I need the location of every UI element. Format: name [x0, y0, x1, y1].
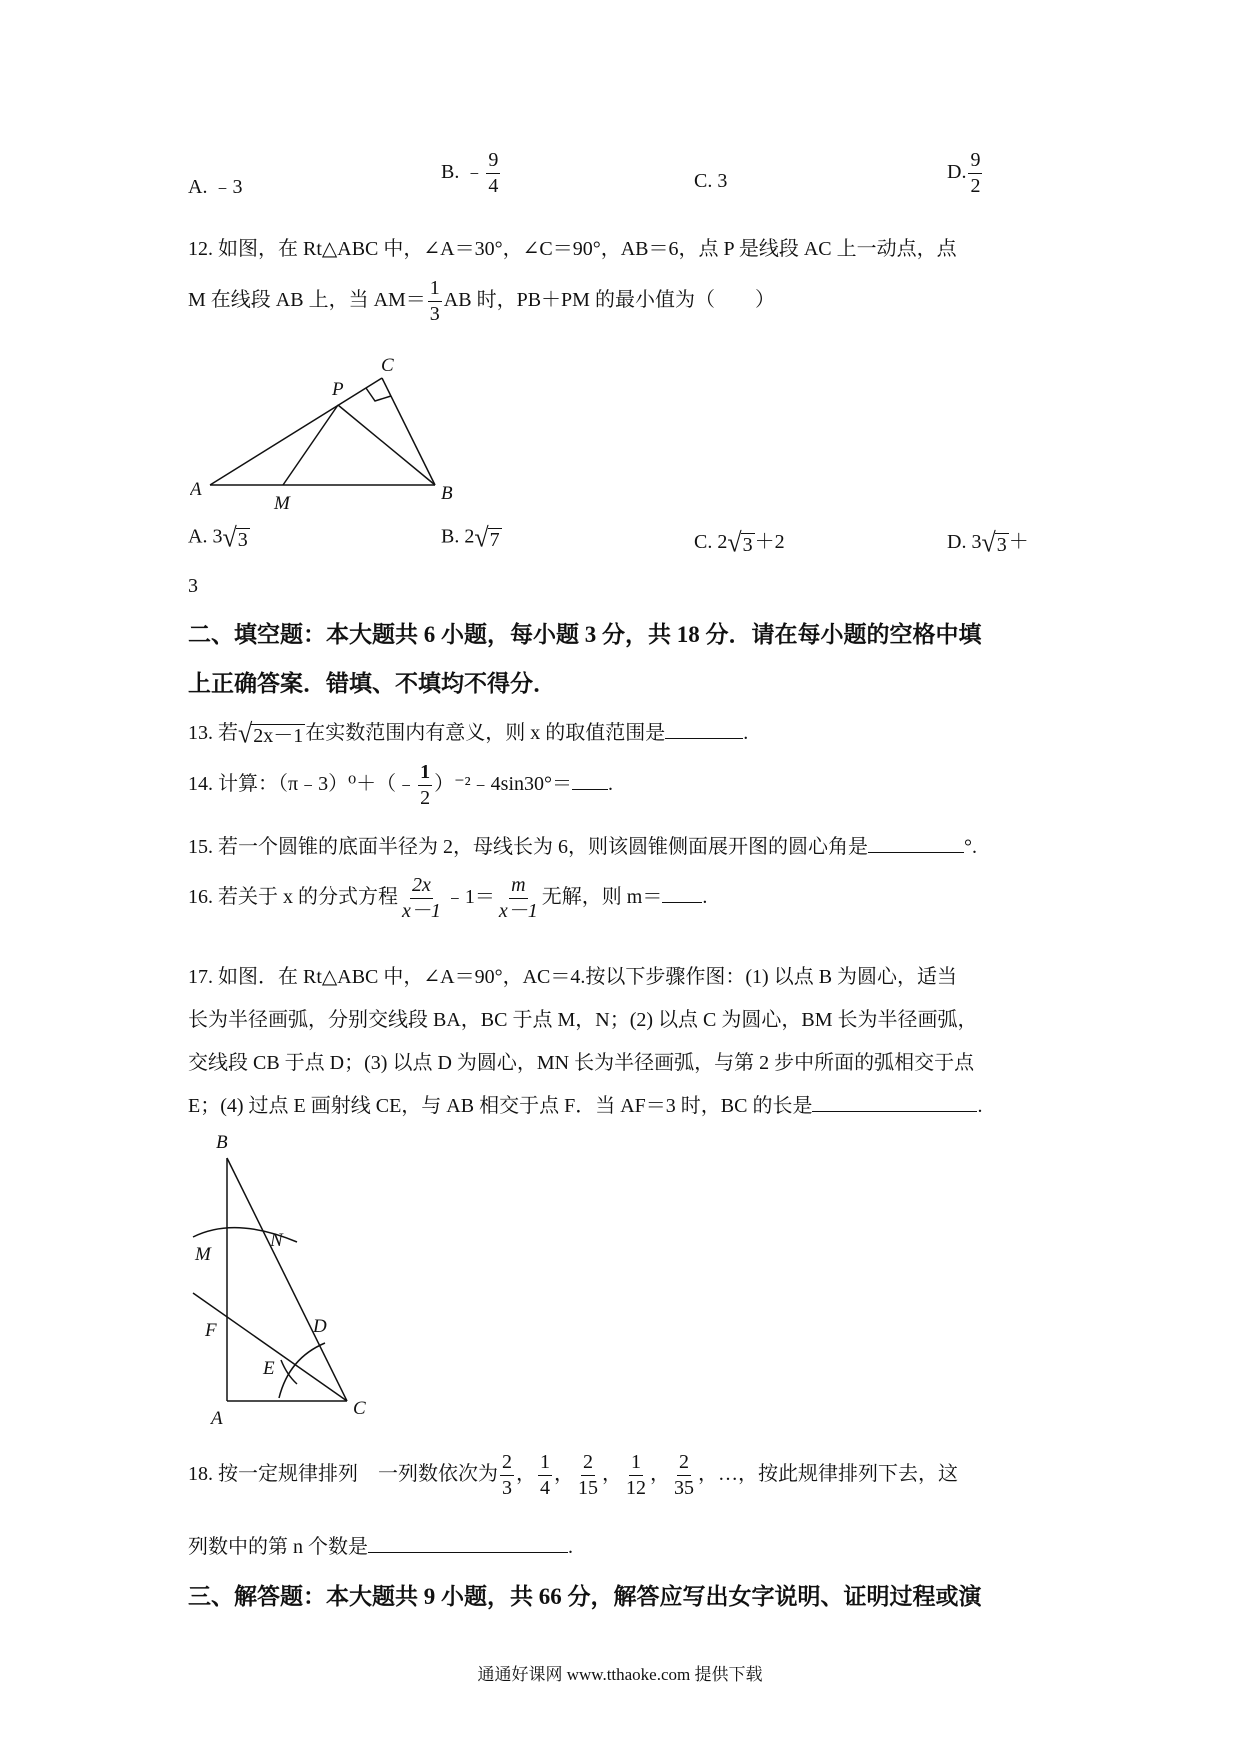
label-m: M: [274, 493, 290, 514]
q12-option-c-post: ＋2: [754, 531, 785, 553]
sqrt: √ 3: [222, 522, 248, 553]
fraction-numerator: m: [509, 875, 527, 899]
q16-mid: ﹣1＝: [444, 886, 495, 909]
fraction-numerator: 2: [677, 1452, 691, 1476]
sqrt: √ 2x－1: [238, 718, 304, 750]
segment-bc: [227, 1158, 347, 1401]
sqrt: √ 7: [474, 522, 500, 553]
q11-option-b-fraction: [486, 150, 500, 197]
answer-blank[interactable]: [368, 1534, 568, 1553]
section-2-heading-line-1: 二、填空题：本大题共 6 小题，每小题 3 分，共 18 分．请在每小题的空格中填: [188, 622, 982, 647]
q18-fraction-3: [576, 1452, 600, 1499]
section-3-heading: 三、解答题：本大题共 9 小题，共 66 分，解答应写出女字说明、证明过程或演: [188, 1584, 982, 1609]
q14-pre: 14. 计算：（π﹣3）⁰＋（﹣: [188, 773, 417, 796]
q16-post: 无解，则 m＝: [541, 886, 663, 909]
fraction-denominator: 4: [540, 1477, 550, 1499]
q18-line-2-text: 列数中的第 n 个数是: [188, 1536, 368, 1558]
fraction-denominator: 3: [502, 1477, 512, 1499]
fraction-numerator: 1: [428, 278, 442, 302]
q12-option-d: [947, 525, 1029, 559]
fraction-numerator: 9: [968, 150, 982, 174]
q12-line-2-pre: M 在线段 AB 上，当 AM＝: [188, 289, 426, 312]
q11-option-b-prefix: B. ﹣: [441, 161, 485, 184]
answer-blank[interactable]: [662, 884, 702, 903]
q12-option-c-pre: C. 2: [694, 531, 728, 553]
q16-fraction-2: [497, 875, 540, 922]
q15: [188, 830, 977, 859]
q17-end: .: [977, 1095, 983, 1117]
q17-line-4: [188, 1089, 982, 1118]
q15-text: 15. 若一个圆锥的底面半径为 2，母线长为 6，则该圆锥侧面展开图的圆心角是: [188, 836, 868, 858]
q13-pre: 13. 若: [188, 722, 238, 744]
q12-fraction: [428, 278, 442, 325]
label-c: C: [353, 1398, 366, 1419]
segment-ac: [210, 378, 382, 485]
segment-pm: [283, 405, 338, 485]
label-m: M: [195, 1244, 211, 1265]
sqrt: √ 3: [981, 527, 1007, 559]
q16-pre: 16. 若关于 x 的分式方程: [188, 886, 398, 909]
fraction-denominator: x－1: [402, 900, 441, 922]
q18-line-1: 18. 按一定规律排列 一列数依次为 $\frac{2}{3}$ ， $\frac{1}{4}$ ， $\frac{2}{15}$ ， $\frac{1}{12}$ ， $\frac{2}{35}$ ，…，按此规律排列下去，这: [188, 1451, 958, 1499]
label-e: E: [263, 1358, 275, 1379]
label-f: F: [205, 1320, 217, 1341]
q18-line-2: [188, 1530, 573, 1559]
fraction-denominator: 4: [488, 175, 499, 197]
sqrt: √ 3: [727, 527, 753, 559]
fraction-denominator: 35: [674, 1477, 694, 1499]
q18-fraction-2: [538, 1452, 552, 1499]
q11-option-a: A. ﹣3: [188, 176, 243, 198]
q12-line-2-post: AB 时，PB＋PM 的最小值为（ ）: [443, 289, 775, 312]
q14-end: .: [608, 773, 614, 796]
answer-blank[interactable]: [665, 720, 743, 739]
fraction-numerator: 2: [581, 1452, 595, 1476]
radicand: 3: [237, 529, 248, 551]
q12-option-d-post: ＋: [1008, 531, 1029, 553]
q14: [188, 762, 613, 809]
label-a: A: [190, 479, 202, 500]
q12-line-2: [188, 278, 775, 325]
q11-option-d: [947, 150, 984, 197]
label-b: B: [216, 1132, 228, 1153]
radicand: 7: [489, 529, 500, 551]
q16-fraction-1: [400, 875, 443, 922]
q18-fraction-5: [672, 1452, 696, 1499]
q18-post: ，…，按此规律排列下去，这: [698, 1463, 958, 1486]
q17-construction-figure: [185, 1128, 385, 1438]
radicand: 3: [996, 534, 1007, 557]
q14-fraction: [418, 762, 432, 809]
q12-line-1: 12. 如图，在 Rt△ABC 中，∠A＝30°，∠C＝90°，AB＝6，点 P 是线段 AC 上一动点，点: [188, 238, 957, 260]
q16-end: .: [702, 886, 708, 909]
q17-line-4-text: E；(4) 过点 E 画射线 CE，与 AB 相交于点 F．当 AF＝3 时，BC 的长是: [188, 1095, 813, 1117]
q12-option-d-wrap: 3: [188, 575, 198, 597]
q11-option-b: [441, 150, 502, 197]
fraction-denominator: 12: [626, 1477, 646, 1499]
q15-end: °.: [964, 836, 977, 858]
fraction-denominator: x－1: [498, 900, 538, 922]
q18-fraction-4: [624, 1452, 648, 1499]
q17-line-2: 长为半径画弧，分别交线段 BA，BC 于点 M，N；(2) 以点 C 为圆心，BM 长为半径画弧，: [188, 1009, 978, 1031]
fraction-numerator: 9: [486, 150, 500, 174]
q17-line-1: 17. 如图．在 Rt△ABC 中，∠A＝90°，AC＝4.按以下步骤作图：(1) 以点 B 为圆心，适当: [188, 966, 958, 988]
q17-line-3: 交线段 CB 于点 D；(3) 以点 D 为圆心，MN 长为半径画弧，与第 2 步中所面的弧相交于点: [188, 1052, 975, 1074]
answer-blank[interactable]: [812, 1093, 977, 1112]
q12-triangle-figure: [190, 355, 480, 520]
q14-post: ）⁻²﹣4sin30°＝: [434, 773, 573, 796]
label-n: N: [270, 1230, 283, 1251]
fraction-numerator: 2x: [410, 875, 433, 899]
q11-option-d-fraction: [968, 150, 982, 197]
fraction-numerator: 1: [418, 762, 432, 786]
q13-end: .: [743, 722, 749, 744]
radicand: 3: [742, 534, 753, 557]
q11-option-d-prefix: D.: [947, 161, 967, 184]
fraction-denominator: 2: [420, 787, 431, 809]
fraction-denominator: 3: [429, 303, 440, 325]
fraction-denominator: 15: [578, 1477, 598, 1499]
q18-end: .: [568, 1536, 573, 1558]
label-b: B: [441, 483, 453, 504]
label-p: P: [332, 379, 344, 400]
q13-post: 在实数范围内有意义，则 x 的取值范围是: [305, 722, 666, 744]
section-2-heading-line-2: 上正确答案．错填、不填均不得分．: [188, 671, 556, 696]
q12-option-b-pre: B. 2: [441, 525, 475, 548]
answer-blank[interactable]: [572, 771, 608, 790]
q12-option-d-pre: D. 3: [947, 531, 982, 553]
q12-option-a-pre: A. 3: [188, 525, 223, 548]
radicand: 2x－1: [253, 725, 304, 748]
q11-option-c: C. 3: [694, 170, 728, 192]
segment-cb: [382, 378, 435, 485]
ray-ce: [193, 1293, 347, 1401]
q16: [188, 875, 707, 922]
label-c: C: [381, 355, 394, 376]
label-a: A: [211, 1408, 223, 1429]
fraction-denominator: 2: [970, 175, 981, 197]
answer-blank[interactable]: [868, 834, 964, 853]
q12-option-c: [694, 525, 785, 559]
segment-pb: [338, 405, 435, 485]
fraction-numerator: 1: [629, 1452, 643, 1476]
q18-pre: 18. 按一定规律排列 一列数依次为: [188, 1463, 498, 1486]
label-d: D: [313, 1316, 327, 1337]
q12-option-b: [441, 522, 502, 553]
page-footer: 通通好课网 www.tthaoke.com 提供下载: [477, 1665, 763, 1684]
fraction-numerator: 1: [538, 1452, 552, 1476]
fraction-numerator: 2: [500, 1452, 514, 1476]
q13: [188, 716, 749, 750]
q18-fraction-1: [500, 1452, 514, 1499]
q12-option-a: [188, 522, 250, 553]
